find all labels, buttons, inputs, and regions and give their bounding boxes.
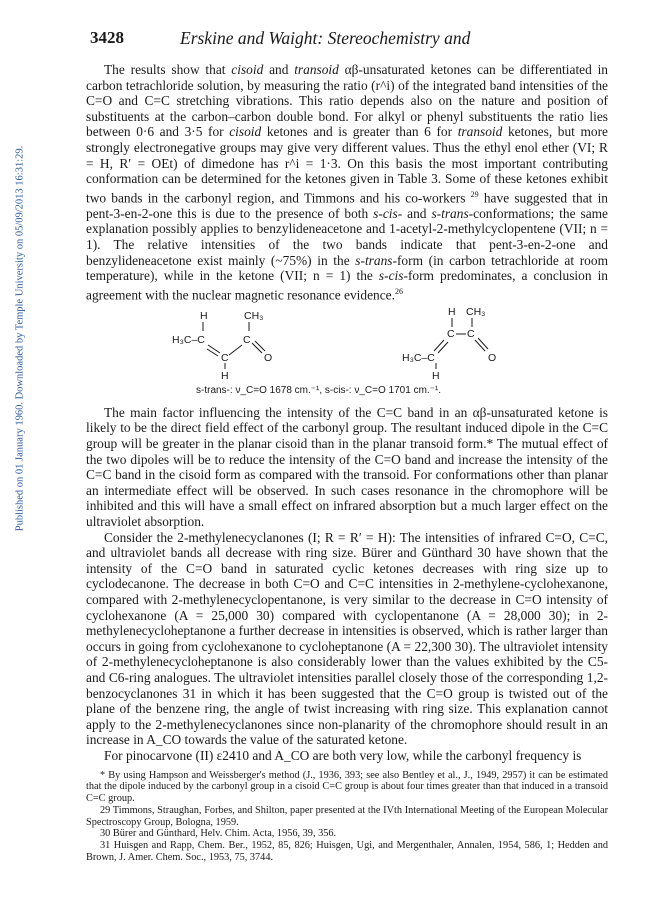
- paragraph-1: The results show that cisoid and transoid αβ-unsaturated ketones can be differentiated in carbon tetrachloride solution, by measuring the ratio (r^i) of the integrated band intensities of the C=O and C=C stretching vibrations. This ratio depends also on the nature and position of substituents at the carbon–carbon double bond. For alkyl or phenyl substituents the ratio lies between 0·6 and 3·5 for cisoid ketones and is greater than 6 for transoid ketones, but more strongly electronegative groups may give very different values. Thus the ethyl enol ether (VI; R = H, R′ = OEt) of dimedone has r^i = 1·3. On this basis the most important contributing conformation can be determined for the ketones given in Table 3. Some of these ketones exhibit two bands in the carbonyl region, and Timmons and his co-workers $^{29}$ have suggested that in pent-3-en-2-one this is due to the presence of both s-cis- and s-trans-conformations; the same explanation possibly applies to benzylideneacetone and 1-acetyl-2-methylcyclopentene (VII; n = 1). The relative intensities of the two bands indicate that pent-3-en-2-one and benzylideneacetone exist mainly (~75%) in the s-trans-form (in carbon tetrachloride at room temperature), while in the ketone (VII; n = 1) the s-cis-form predominates, a conclusion in agreement with the nuclear magnetic resonance evidence.$^{26}$: [86, 62, 609, 303]
- right-h-bottom-label: H: [432, 369, 440, 382]
- left-o-label: O: [264, 351, 273, 364]
- footnote-star: * By using Hampson and Weissberger's method (J., 1936, 393; see also Bentley et al., J., 1949, 2957) it can be estimated that the dipole induced by the carbonyl group in a cisoid C=C group is about four times greater than that induced in a transoid C=C group.: [86, 769, 608, 805]
- paragraph-2: The main factor influencing the intensity of the C=C band in an αβ-unsaturated ketone is likely to be the direct field effect of the carbonyl group. The resultant induced dipole in the C=C group will be greater in the planar cisoid than in the planar transoid form.* The mutual effect of the two dipoles will be to reduce the intensity of the C=O band and increase the intensity of the C=C band in the cisoid form as compared with the transoid. For conformations other than planar an intermediate effect will be observed. In such cases resonance in the chromophore will be inhibited and this will have a small effect on infrared absorption but a much larger effect on the ultraviolet absorption.: [86, 404, 608, 529]
- right-ch3-label: CH₃: [466, 305, 486, 318]
- right-h-label: H: [448, 305, 456, 318]
- right-c2-label: C: [467, 327, 475, 340]
- left-h-bottom-label: H: [221, 369, 229, 382]
- left-h3c-label: H₃C–C: [172, 333, 205, 346]
- right-o-label: O: [488, 351, 497, 364]
- paragraph-3: Consider the 2-methylenecyclanones (I; R = R′ = H): The intensities of infrared C=O, C=C, and ultraviolet bands all decrease with ring size. Bürer and Günthard 30 have shown that the intensity of the C=O band in saturated cyclic ketones decreases with ring size up to cyclodecanone. The decrease in both C=O and C=C intensities in 2-methylene-cyclohexanone, compared with 2-methylenecyclopentanone, is very similar to the decrease in C=O intensity of cyclohexanone (A = 25,000 30) compared with cyclopentanone (A = 28,000 30); in 2-methylenecycloheptanone a further decrease in intensities is observed, which is rather larger than occurs in going from cyclohexanone to cycloheptanone (A = 22,300 30). The ultraviolet intensity of 2-methylenecycloheptanone is also considerably lower than the values exhibited by the C5- and C6-ring analogues. The ultraviolet intensities parallel closely those of the corresponding 1,2-benzocyclanones 31 in which it has been suggested that the C=O group is twisted out of the plane of the benzene ring, the angle of twist increasing with ring size. This explanation cannot apply to the 2-methylenecyclanones since non-planarity of the chromophore should result in an increase in A_CO towards the value of the saturated ketone.: [86, 529, 608, 748]
- right-h3c-label: H₃C–C: [402, 351, 435, 364]
- left-c-label: C: [221, 351, 229, 364]
- right-c-label: C: [447, 327, 455, 340]
- left-ch3-label: CH₃: [244, 309, 264, 322]
- figure-caption: s-trans-: ν_C=O 1678 cm.⁻¹, s-cis-: ν_C=O 1701 cm.⁻¹.: [196, 384, 442, 396]
- article-body: [86, 62, 608, 864]
- download-notice: Published on 01 January 1960. Downloaded by Temple University on 05/09/2013 16:31:29.: [14, 145, 26, 532]
- structure-diagram: [86, 305, 608, 383]
- page-number: 3428: [90, 28, 124, 47]
- page-header: [90, 28, 610, 50]
- footnote-29: 29 Timmons, Straughan, Forbes, and Shilton, paper presented at the IVth International Meeting of the European Molecular Spectroscopy Group, Bologna, 1959.: [86, 804, 608, 828]
- paragraph-4: For pinocarvone (II) ε2410 and A_CO are both very low, while the carbonyl frequency is: [104, 747, 582, 763]
- footnote-30: 30 Bürer and Günthard, Helv. Chim. Acta, 1956, 39, 356.: [100, 828, 337, 840]
- footnote-31: 31 Huisgen and Rapp, Chem. Ber., 1952, 85, 826; Huisgen, Ugi, and Mergenthaler, Annalen, 1954, 586, 1; Hedden and Brown, J. Amer. Chem. Soc., 1953, 75, 3744.: [86, 840, 608, 864]
- left-c2-label: C: [243, 333, 251, 346]
- conformation-figure: [86, 305, 608, 403]
- running-head: Erskine and Waight: Stereochemistry and: [180, 28, 471, 48]
- footnotes: [86, 770, 608, 864]
- left-h-label: H: [200, 309, 208, 322]
